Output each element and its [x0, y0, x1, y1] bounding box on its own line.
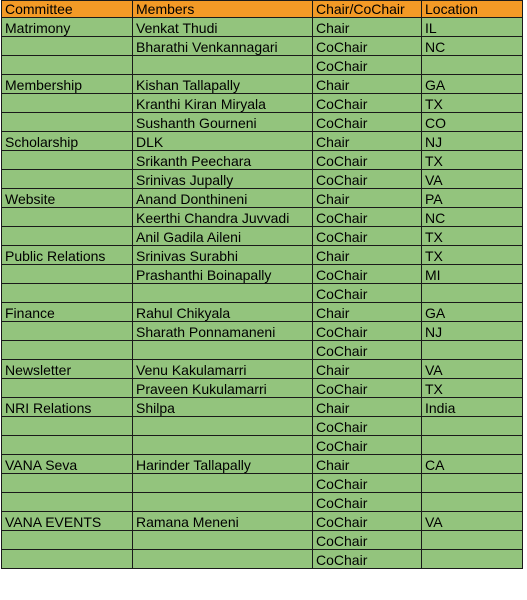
table-row: [2, 398, 523, 417]
member-cell[interactable]: [133, 531, 313, 550]
committee-cell[interactable]: [2, 341, 133, 360]
committee-cell[interactable]: Finance: [2, 303, 133, 322]
role-cell[interactable]: CoChair: [313, 436, 422, 455]
role-cell[interactable]: Chair: [313, 189, 422, 208]
location-cell[interactable]: CO: [422, 113, 523, 132]
table-row: [2, 474, 523, 493]
role-cell[interactable]: Chair: [313, 303, 422, 322]
member-cell[interactable]: Venkat Thudi: [133, 18, 313, 37]
committee-cell[interactable]: [2, 322, 133, 341]
member-cell[interactable]: [133, 341, 313, 360]
location-cell[interactable]: NC: [422, 37, 523, 56]
member-cell[interactable]: Rahul Chikyala: [133, 303, 313, 322]
table-row: [2, 341, 523, 360]
table-row: [2, 151, 523, 170]
table-row: [2, 303, 523, 322]
table-row: [2, 246, 523, 265]
member-cell[interactable]: Prashanthi Boinapally: [133, 265, 313, 284]
member-cell[interactable]: Srikanth Peechara: [133, 151, 313, 170]
member-cell[interactable]: [133, 474, 313, 493]
role-cell[interactable]: CoChair: [313, 531, 422, 550]
member-cell[interactable]: Praveen Kukulamarri: [133, 379, 313, 398]
table-row: [2, 493, 523, 512]
location-cell[interactable]: TX: [422, 246, 523, 265]
role-cell[interactable]: CoChair: [313, 322, 422, 341]
committee-cell[interactable]: [2, 474, 133, 493]
role-cell[interactable]: CoChair: [313, 474, 422, 493]
location-cell[interactable]: PA: [422, 189, 523, 208]
member-cell[interactable]: Ramana Meneni: [133, 512, 313, 531]
role-cell[interactable]: Chair: [313, 75, 422, 94]
role-cell[interactable]: Chair: [313, 18, 422, 37]
header-row: [2, 1, 523, 18]
role-cell[interactable]: CoChair: [313, 151, 422, 170]
committee-cell[interactable]: [2, 417, 133, 436]
member-cell[interactable]: Kishan Tallapally: [133, 75, 313, 94]
role-cell[interactable]: Chair: [313, 398, 422, 417]
committee-cell[interactable]: [2, 151, 133, 170]
location-cell[interactable]: GA: [422, 303, 523, 322]
committee-cell[interactable]: NRI Relations: [2, 398, 133, 417]
role-cell[interactable]: Chair: [313, 132, 422, 151]
member-cell[interactable]: [133, 493, 313, 512]
member-cell[interactable]: DLK: [133, 132, 313, 151]
table-row: [2, 531, 523, 550]
committee-cell[interactable]: Matrimony: [2, 18, 133, 37]
committee-cell[interactable]: Newsletter: [2, 360, 133, 379]
location-cell[interactable]: TX: [422, 379, 523, 398]
member-cell[interactable]: Harinder Tallapally: [133, 455, 313, 474]
location-cell[interactable]: TX: [422, 94, 523, 113]
committee-cell[interactable]: Website: [2, 189, 133, 208]
location-cell[interactable]: [422, 493, 523, 512]
table-row: [2, 18, 523, 37]
role-cell[interactable]: CoChair: [313, 227, 422, 246]
committee-cell[interactable]: [2, 37, 133, 56]
location-cell[interactable]: TX: [422, 227, 523, 246]
role-cell[interactable]: CoChair: [313, 170, 422, 189]
member-cell[interactable]: [133, 436, 313, 455]
table-row: [2, 132, 523, 151]
member-cell[interactable]: [133, 550, 313, 569]
committee-table: [1, 0, 523, 569]
location-cell[interactable]: [422, 56, 523, 75]
location-cell[interactable]: [422, 341, 523, 360]
committee-cell[interactable]: Scholarship: [2, 132, 133, 151]
member-cell[interactable]: Sushanth Gourneni: [133, 113, 313, 132]
header-committee[interactable]: Committee: [2, 1, 133, 18]
location-cell[interactable]: VA: [422, 170, 523, 189]
committee-cell[interactable]: [2, 227, 133, 246]
committee-cell[interactable]: [2, 208, 133, 227]
table-row: [2, 208, 523, 227]
committee-cell[interactable]: VANA Seva: [2, 455, 133, 474]
committee-cell[interactable]: VANA EVENTS: [2, 512, 133, 531]
member-cell[interactable]: Bharathi Venkannagari: [133, 37, 313, 56]
header-location[interactable]: Location: [422, 1, 523, 18]
table-row: [2, 189, 523, 208]
committee-cell[interactable]: [2, 379, 133, 398]
role-cell[interactable]: CoChair: [313, 341, 422, 360]
role-cell[interactable]: CoChair: [313, 512, 422, 531]
location-cell[interactable]: NJ: [422, 132, 523, 151]
header-members[interactable]: Members: [133, 1, 313, 18]
member-cell[interactable]: Venu Kakulamarri: [133, 360, 313, 379]
committee-cell[interactable]: [2, 265, 133, 284]
committee-cell[interactable]: [2, 170, 133, 189]
role-cell[interactable]: Chair: [313, 360, 422, 379]
role-cell[interactable]: CoChair: [313, 493, 422, 512]
member-cell[interactable]: Anil Gadila Aileni: [133, 227, 313, 246]
role-cell[interactable]: CoChair: [313, 265, 422, 284]
member-cell[interactable]: Srinivas Jupally: [133, 170, 313, 189]
table-row: [2, 75, 523, 94]
role-cell[interactable]: CoChair: [313, 208, 422, 227]
committee-cell[interactable]: [2, 113, 133, 132]
committee-cell[interactable]: [2, 56, 133, 75]
table-row: [2, 113, 523, 132]
committee-cell[interactable]: [2, 284, 133, 303]
member-cell[interactable]: [133, 417, 313, 436]
location-cell[interactable]: NJ: [422, 322, 523, 341]
role-cell[interactable]: CoChair: [313, 113, 422, 132]
member-cell[interactable]: Shilpa: [133, 398, 313, 417]
table-row: [2, 37, 523, 56]
location-cell[interactable]: [422, 550, 523, 569]
location-cell[interactable]: [422, 436, 523, 455]
member-cell[interactable]: Keerthi Chandra Juvvadi: [133, 208, 313, 227]
role-cell[interactable]: Chair: [313, 455, 422, 474]
location-cell[interactable]: MI: [422, 265, 523, 284]
table-row: [2, 379, 523, 398]
committee-cell[interactable]: [2, 436, 133, 455]
role-cell[interactable]: CoChair: [313, 417, 422, 436]
table-row: [2, 94, 523, 113]
location-cell[interactable]: TX: [422, 151, 523, 170]
location-cell[interactable]: [422, 531, 523, 550]
table-row: [2, 56, 523, 75]
member-cell[interactable]: [133, 56, 313, 75]
location-cell[interactable]: [422, 474, 523, 493]
table-body: [2, 18, 523, 569]
table-row: [2, 227, 523, 246]
table-row: [2, 436, 523, 455]
location-cell[interactable]: GA: [422, 75, 523, 94]
header-chair-cochair[interactable]: Chair/CoChair: [313, 1, 422, 18]
location-cell[interactable]: India: [422, 398, 523, 417]
committee-cell[interactable]: [2, 550, 133, 569]
table-row: [2, 417, 523, 436]
member-cell[interactable]: Sharath Ponnamaneni: [133, 322, 313, 341]
location-cell[interactable]: [422, 417, 523, 436]
member-cell[interactable]: [133, 284, 313, 303]
committee-cell[interactable]: Public Relations: [2, 246, 133, 265]
location-cell[interactable]: VA: [422, 512, 523, 531]
table-row: [2, 265, 523, 284]
table-row: [2, 455, 523, 474]
role-cell[interactable]: CoChair: [313, 379, 422, 398]
location-cell[interactable]: NC: [422, 208, 523, 227]
table-row: [2, 512, 523, 531]
committee-cell[interactable]: Membership: [2, 75, 133, 94]
committee-cell[interactable]: [2, 531, 133, 550]
member-cell[interactable]: Kranthi Kiran Miryala: [133, 94, 313, 113]
table-row: [2, 360, 523, 379]
table-header: [2, 1, 523, 18]
role-cell[interactable]: CoChair: [313, 37, 422, 56]
member-cell[interactable]: Srinivas Surabhi: [133, 246, 313, 265]
role-cell[interactable]: CoChair: [313, 94, 422, 113]
committee-cell[interactable]: [2, 493, 133, 512]
table-row: [2, 322, 523, 341]
committee-cell[interactable]: [2, 94, 133, 113]
table-row: [2, 284, 523, 303]
location-cell[interactable]: IL: [422, 18, 523, 37]
role-cell[interactable]: CoChair: [313, 56, 422, 75]
member-cell[interactable]: Anand Donthineni: [133, 189, 313, 208]
table-row: [2, 550, 523, 569]
role-cell[interactable]: CoChair: [313, 550, 422, 569]
role-cell[interactable]: CoChair: [313, 284, 422, 303]
role-cell[interactable]: Chair: [313, 246, 422, 265]
table-row: [2, 170, 523, 189]
location-cell[interactable]: CA: [422, 455, 523, 474]
location-cell[interactable]: [422, 284, 523, 303]
location-cell[interactable]: VA: [422, 360, 523, 379]
